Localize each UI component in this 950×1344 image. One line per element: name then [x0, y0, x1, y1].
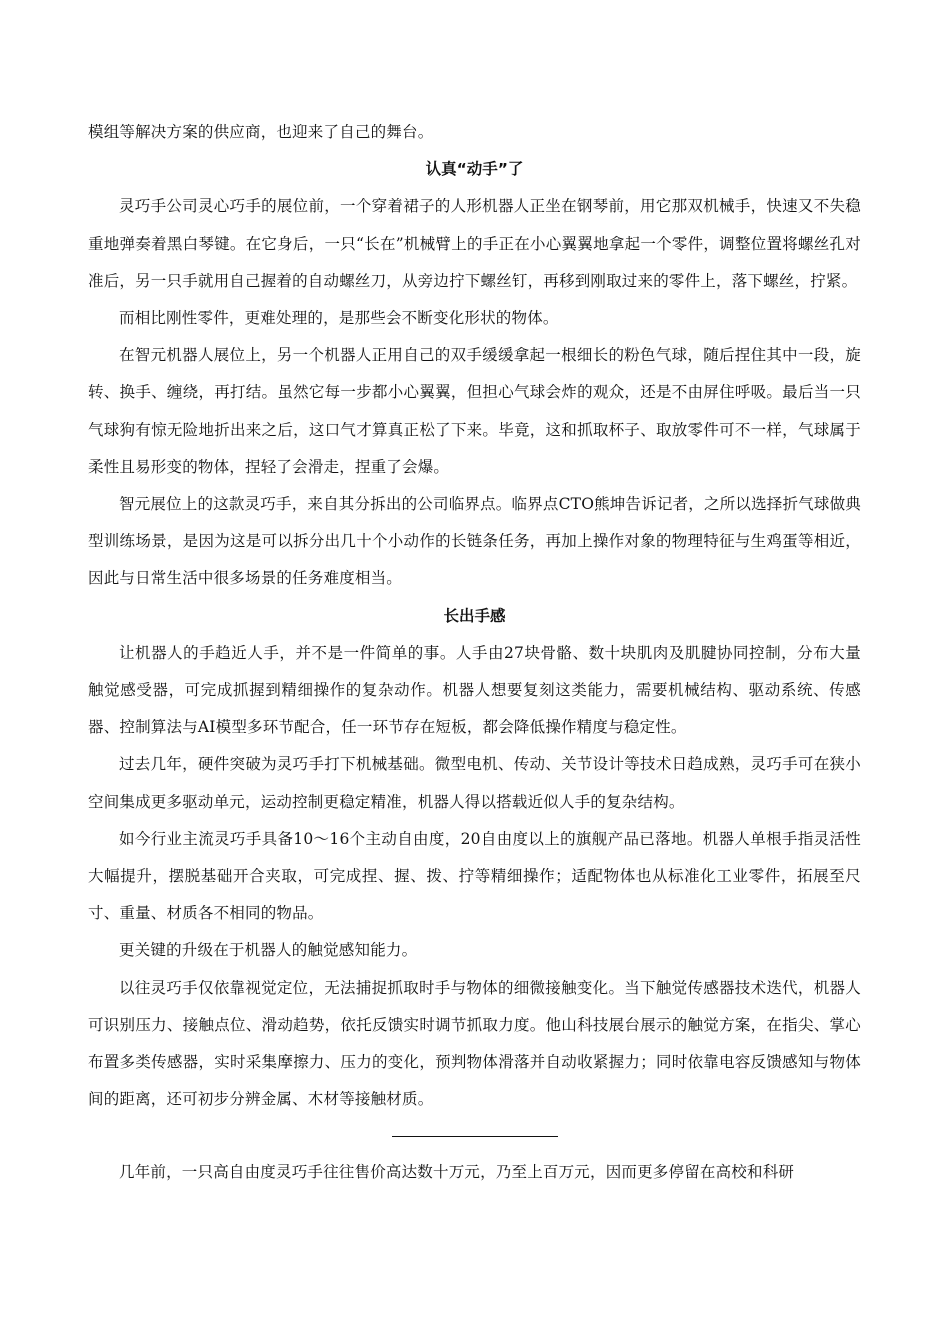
paragraph: 让机器人的手趋近人手，并不是一件简单的事。人手由27块骨骼、数十块肌肉及肌腱协同控制，分布大量触觉感受器，可完成抓握到精细操作的复杂动作。机器人想要复刻这类能力，需要机械结构、驱动系统、传感器、控制算法与AI模型多环节配合，任一环节存在短板，都会降低操作精度与稳定性。 — [88, 643, 861, 737]
paragraph: 智元展位上的这款灵巧手，来自其分拆出的公司临界点。临界点CTO熊坤告诉记者，之所以选择折气球做典型训练场景，是因为这是可以拆分出几十个小动作的长链条任务，再加上操作对象的物理特征与生鸡蛋等相近，因此与日常生活中很多场景的任务难度相当。 — [88, 495, 862, 588]
paragraph: 而相比刚性零件，更难处理的，是那些会不断变化形状的物体。 — [119, 309, 559, 328]
paragraph: 如今行业主流灵巧手具备10～16个主动自由度，20自由度以上的旗舰产品已落地。机器人单根手指灵活性大幅提升，摆脱基础开合夹取，可完成捏、握、拨、拧等精细操作；适配物体也从标准化工业零件，拓展至尺寸、重量、材质各不相同的物品。 — [88, 829, 861, 923]
paragraph: 更关键的升级在于机器人的触觉感知能力。 — [119, 941, 418, 960]
article-body — [88, 114, 861, 1192]
section-heading-2: 长出手感 — [443, 606, 506, 625]
paragraph: 灵巧手公司灵心巧手的展位前，一个穿着裙子的人形机器人正坐在钢琴前，用它那双机械手，快速又不失稳重地弹奏着黑白琴键。在它身后，一只“长在”机械臂上的手正在小心翼翼地拿起一个零件，调整位置将螺丝孔对准后，另一只手就用自己握着的自动螺丝刀，从旁边拧下螺丝钉，再移到刚取过来的零件上，落下螺丝，拧紧。 — [88, 197, 861, 290]
section-divider — [392, 1136, 558, 1137]
paragraph: 过去几年，硬件突破为灵巧手打下机械基础。微型电机、传动、关节设计等技术日趋成熟，灵巧手可在狭小空间集成更多驱动单元，运动控制更稳定精准，机器人得以搭载近似人手的复杂结构。 — [88, 755, 861, 811]
paragraph: 在智元机器人展位上，另一个机器人正用自己的双手缓缓拿起一根细长的粉色气球，随后捏住其中一段，旋转、换手、缠绕，再打结。虽然它每一步都小心翼翼，但担心气球会炸的观众，还是不由屏住呼吸。最后当一只气球狗有惊无险地折出来之后，这口气才算真正松了下来。毕竟，这和抓取杯子、取放零件可不一样，气球属于柔性且易形变的物体，捏轻了会滑走，捏重了会爆。 — [88, 346, 861, 476]
paragraph: 几年前，一只高自由度灵巧手往往售价高达数十万元，乃至上百万元，因而更多停留在高校和科研 — [119, 1163, 795, 1182]
paragraph: 以往灵巧手仅依靠视觉定位，无法捕捉抓取时手与物体的细微接触变化。当下触觉传感器技术迭代，机器人可识别压力、接触点位、滑动趋势，依托反馈实时调节抓取力度。他山科技展台展示的触觉方案，在指尖、掌心布置多类传感器，实时采集摩擦力、压力的变化，预判物体滑落并自动收紧握力；同时依靠电容反馈感知与物体间的距离，还可初步分辨金属、木材等接触材质。 — [88, 978, 861, 1109]
section-heading-1: 认真“动手”了 — [425, 160, 524, 179]
paragraph-continuation: 模组等解决方案的供应商，也迎来了自己的舞台。 — [88, 123, 434, 141]
